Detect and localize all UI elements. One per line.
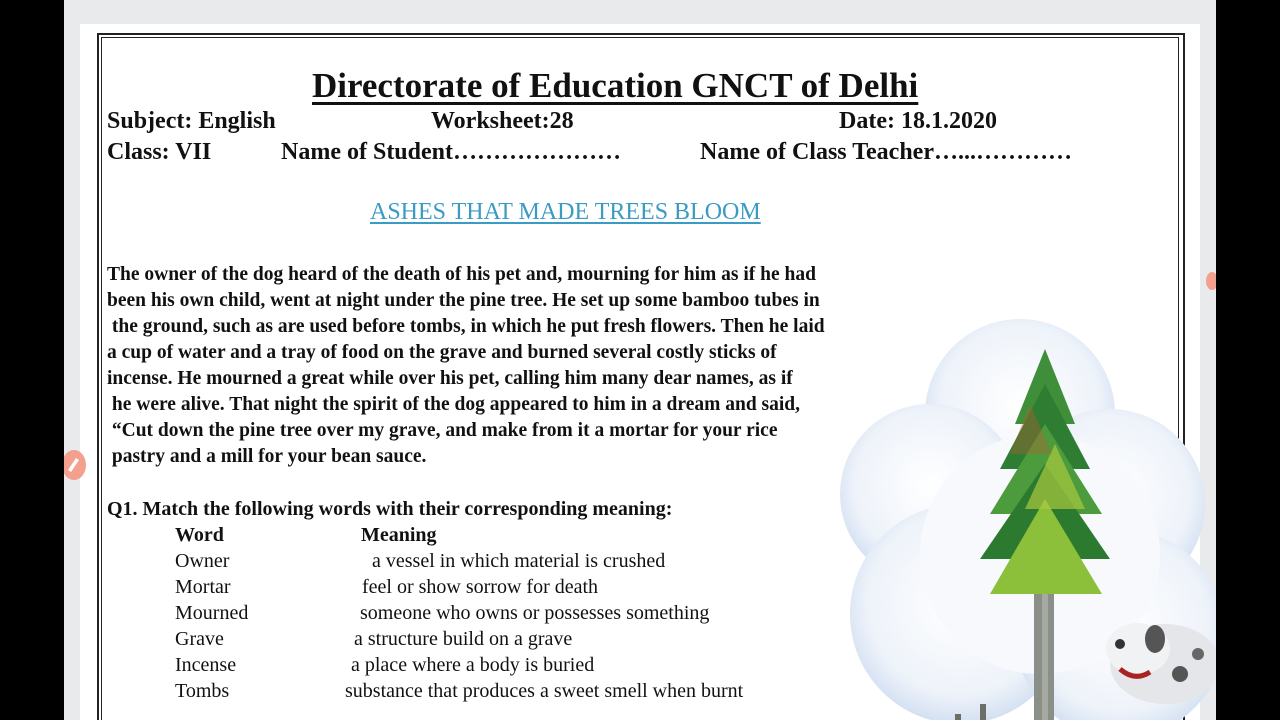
worksheet-page — [80, 24, 1200, 720]
word-item: Owner — [175, 550, 230, 572]
meaning-item: feel or show sorrow for death — [362, 576, 599, 598]
meaning-column-header: Meaning — [361, 524, 437, 546]
story-line: been his own child, went at night under the pine tree. He set up some bamboo tubes in — [107, 290, 820, 311]
word-item: Incense — [175, 654, 237, 676]
story-line: incense. He mourned a great while over his pet, calling him many dear names, as if — [107, 368, 793, 389]
pencil-icon — [64, 450, 86, 480]
meaning-item: a place where a body is buried — [351, 654, 595, 676]
story-line: he were alive. That night the spirit of the dog appeared to him in a dream and said, — [107, 394, 801, 415]
word-item: Mourned — [175, 602, 249, 624]
document-viewer — [64, 0, 1216, 720]
date-label: Date: 18.1.2020 — [839, 108, 997, 134]
word-column-header: Word — [175, 524, 224, 546]
pen-tool-marker[interactable] — [64, 450, 86, 480]
meaning-item: someone who owns or possesses something — [360, 602, 710, 624]
side-marker[interactable] — [1206, 272, 1216, 290]
student-name-field: Name of Student………………… — [281, 139, 621, 165]
story-line: a cup of water and a tray of food on the grave and burned several costly sticks of — [107, 342, 777, 363]
document-title: Directorate of Education GNCT of Delhi — [312, 66, 919, 105]
question-prompt: Q1. Match the following words with their corresponding meaning: — [107, 498, 673, 520]
story-title: ASHES THAT MADE TREES BLOOM — [370, 199, 761, 225]
teacher-name-field: Name of Class Teacher…...………… — [700, 139, 1072, 165]
story-line: The owner of the dog heard of the death of his pet and, mourning for him as if he had — [107, 264, 816, 285]
meaning-item: a structure build on a grave — [354, 628, 573, 650]
meaning-item: substance that produces a sweet smell when burnt — [345, 680, 744, 702]
meaning-item: a vessel in which material is crushed — [372, 550, 666, 572]
class-label: Class: VII — [107, 139, 212, 165]
story-line: “Cut down the pine tree over my grave, and make from it a mortar for your rice — [107, 420, 778, 441]
pine-tree-illustration — [820, 294, 1216, 720]
story-line: the ground, such as are used before tombs, in which he put fresh flowers. Then he laid — [107, 316, 825, 337]
subject-label: Subject: English — [107, 108, 276, 134]
story-line: pastry and a mill for your bean sauce. — [107, 446, 427, 467]
word-item: Mortar — [175, 576, 231, 598]
word-item: Grave — [175, 628, 224, 650]
word-item: Tombs — [175, 680, 230, 702]
worksheet-label: Worksheet:28 — [431, 108, 574, 134]
